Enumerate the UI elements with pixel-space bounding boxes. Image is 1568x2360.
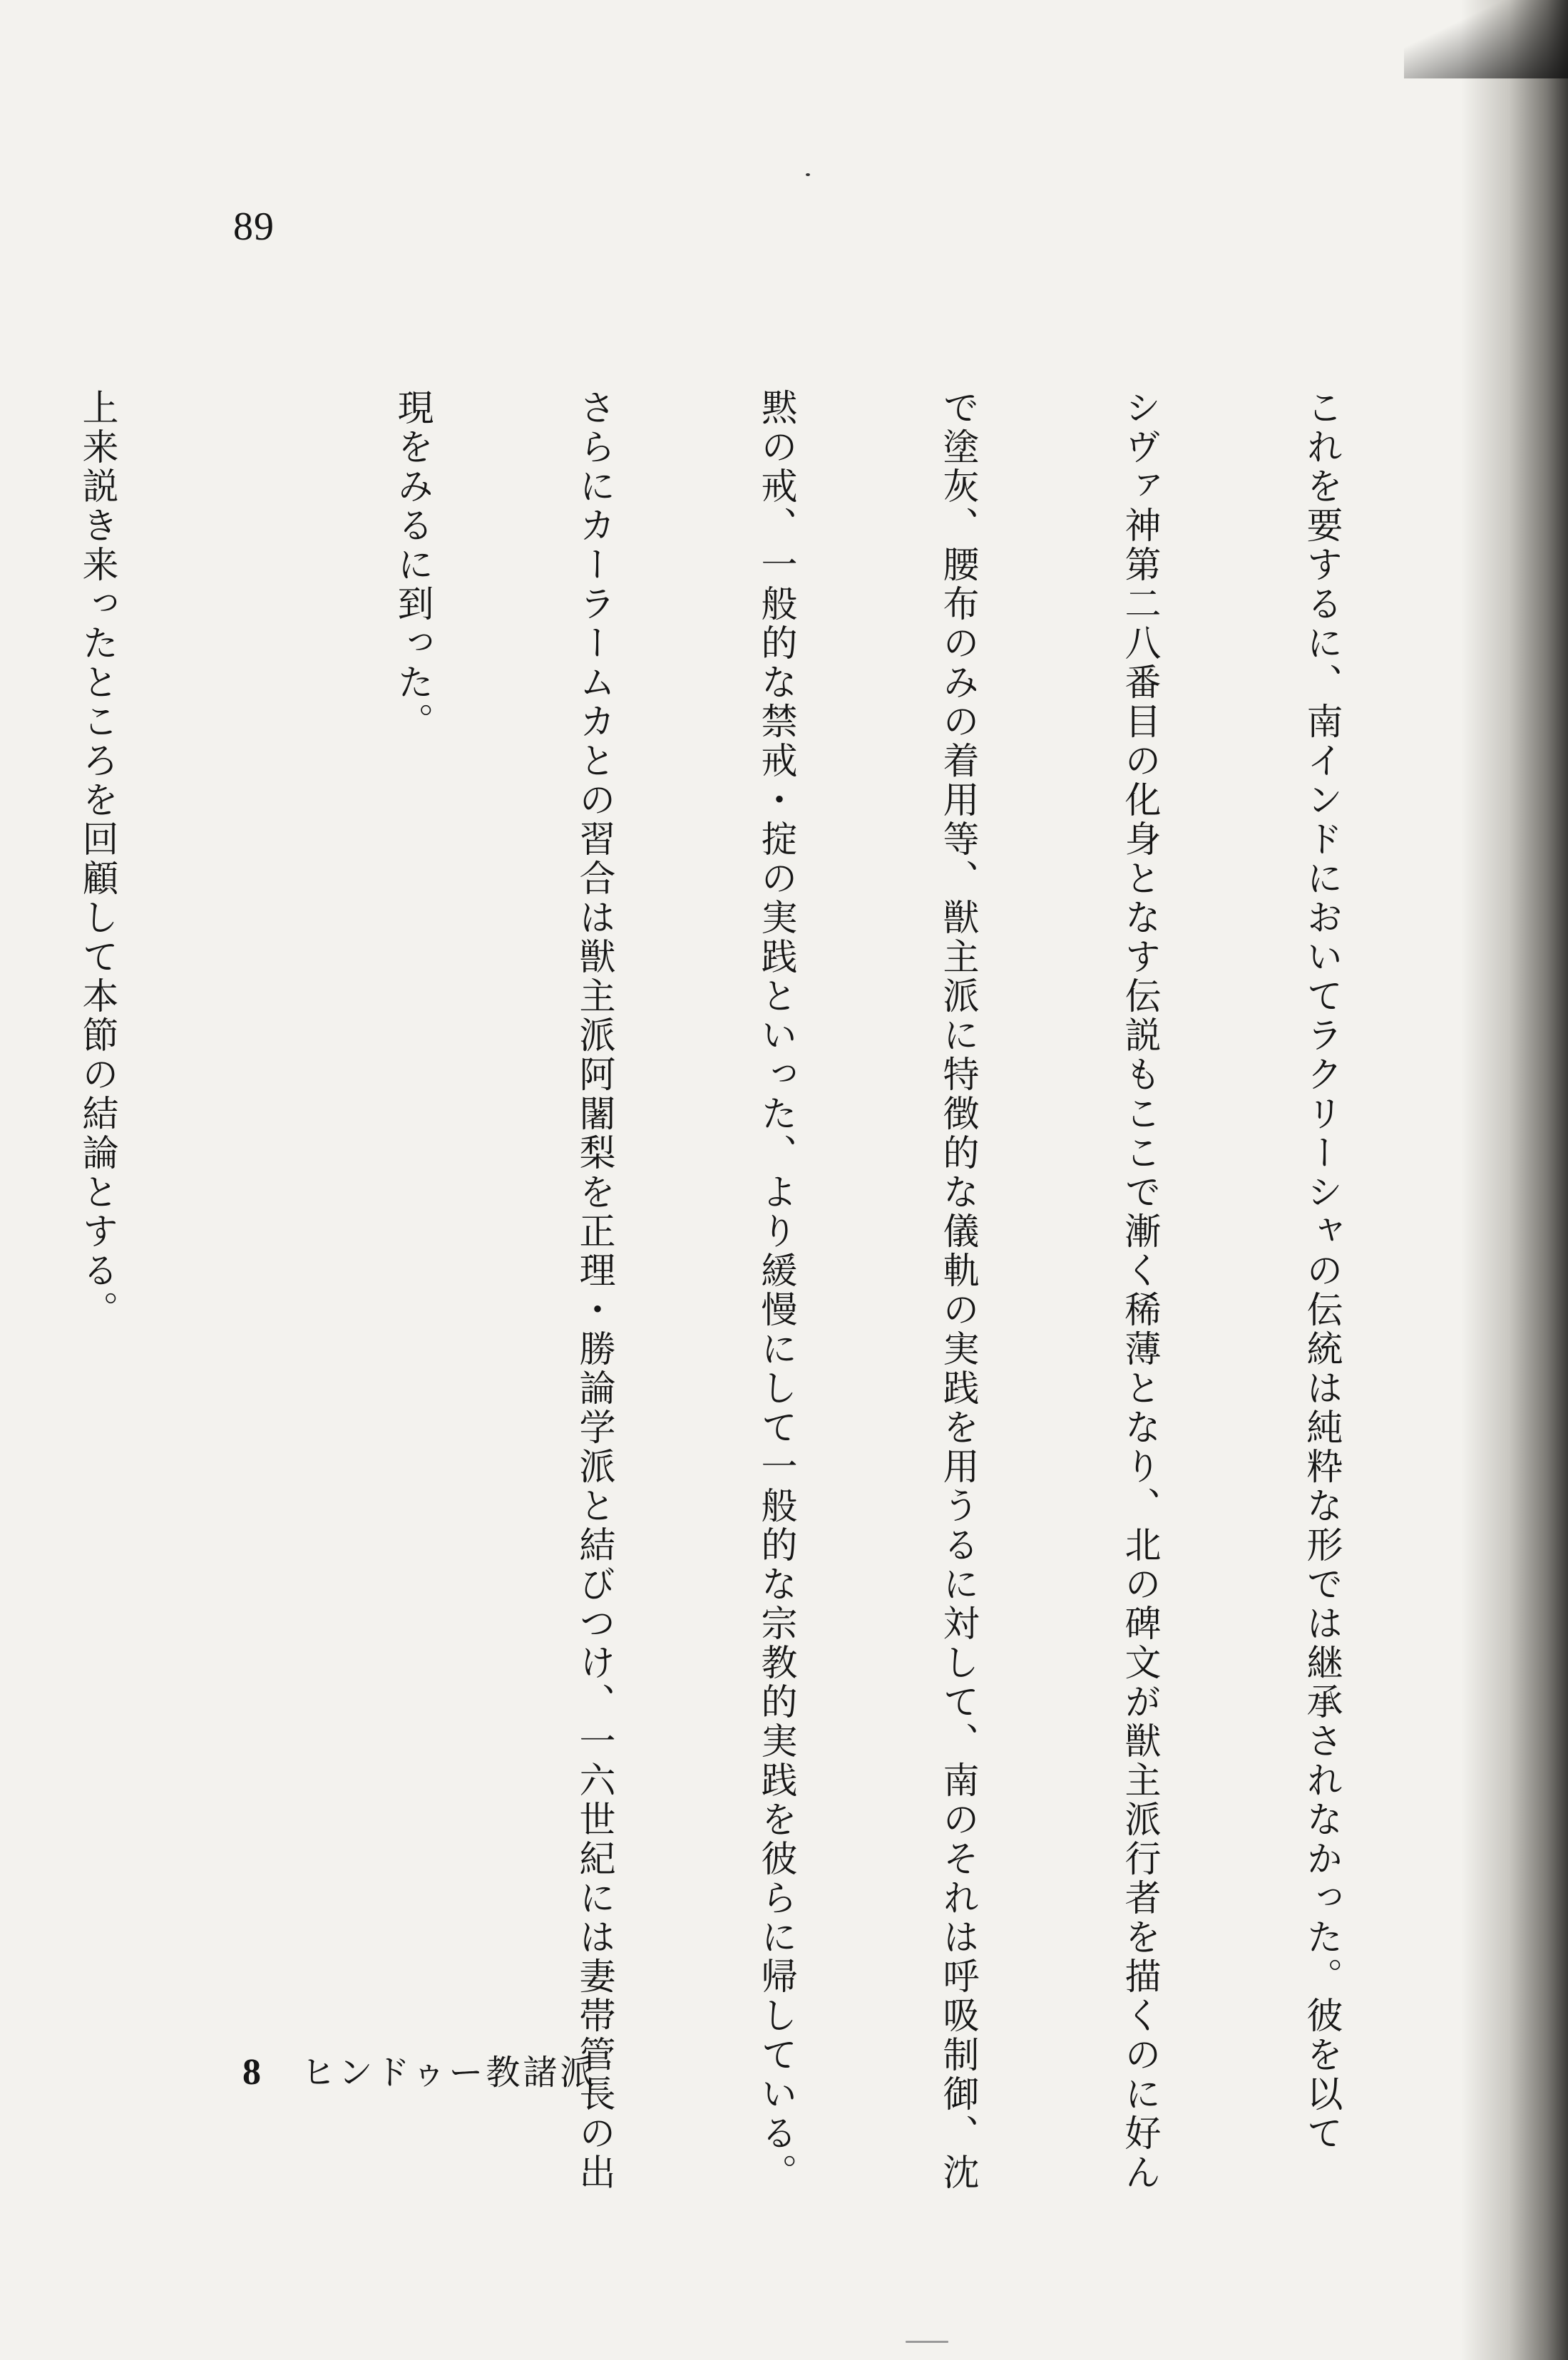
- page-number: 89: [233, 205, 275, 249]
- scan-speck: [806, 173, 810, 176]
- page-corner-shadow: [1404, 0, 1568, 78]
- running-footer: [242, 2053, 597, 2091]
- page-edge-shadow: [1461, 0, 1568, 2360]
- text-line: シヴァ神第二八番目の化身となす伝説もここで漸く稀薄となり、北の碑文が獣主派行者を描くのに好ん: [1118, 389, 1160, 2192]
- chapter-title: ヒンドゥー教諸派: [301, 2053, 598, 2093]
- text-line: 黙の戒、一般的な禁戒・掟の実践といった、より緩慢にして一般的な宗教的実践を彼らに帰している。: [754, 389, 796, 2192]
- text-section-2: [0, 389, 285, 1579]
- text-line: 上来説き来ったところを回顧して本節の結論とする。: [76, 389, 118, 1330]
- scan-speck: [906, 2341, 948, 2343]
- text-line: さらにカーラームカとの習合は獣主派阿闍梨を正理・勝論学派と結びつけ、一六世紀には妻帯管長の出: [573, 389, 615, 2192]
- text-line: これを要するに、南インドにおいてラクリーシャの伝統は純粋な形では継承されなかった。彼を以て: [1300, 389, 1342, 2153]
- text-line: で塗灰、腰布のみの着用等、獣主派に特徴的な儀軌の実践を用うるに対して、南のそれは呼吸制御、沈: [936, 389, 978, 2192]
- text-line: 現をみるに到った。: [391, 389, 433, 742]
- chapter-number: 8: [242, 2052, 261, 2093]
